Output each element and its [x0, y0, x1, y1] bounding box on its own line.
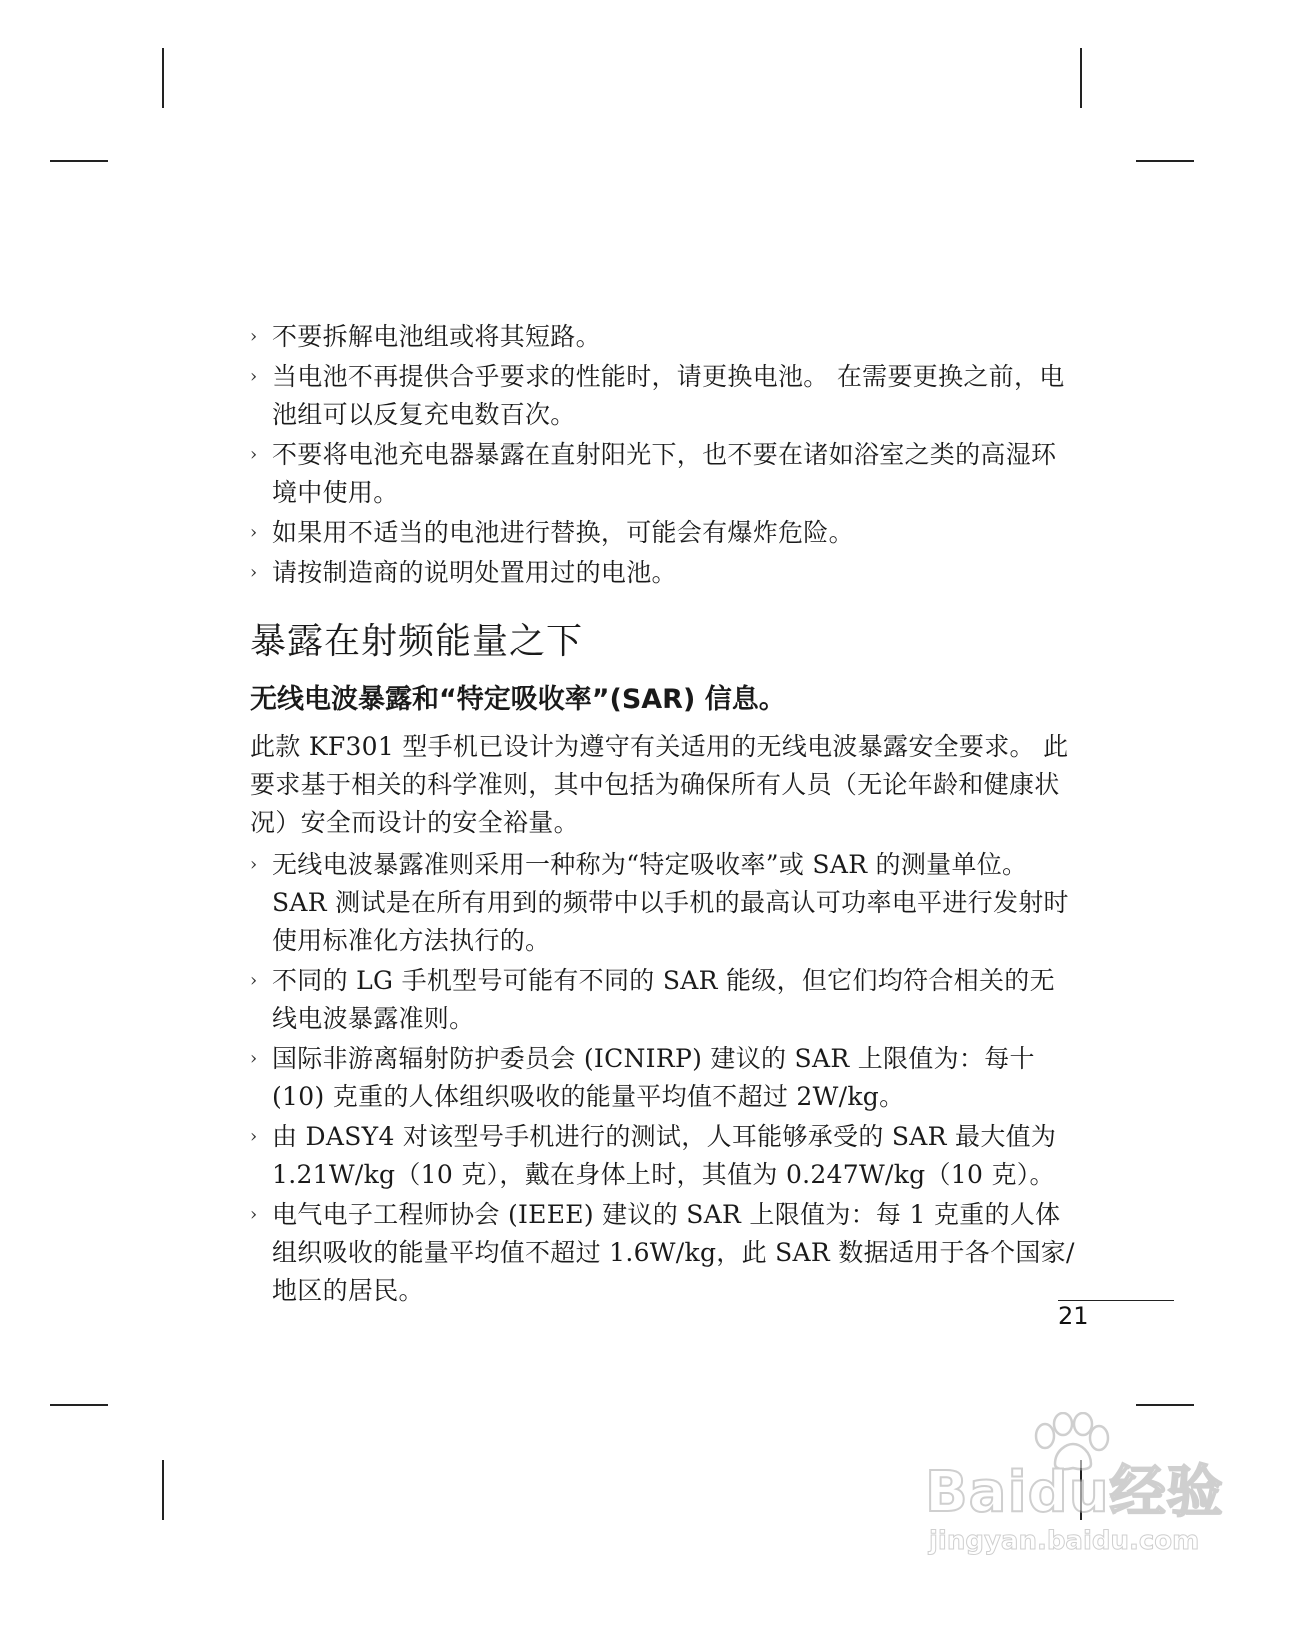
- bullet-marker: ›: [250, 1204, 258, 1225]
- bullet-marker: ›: [250, 970, 258, 991]
- crop-mark-top-right-h: [1136, 160, 1194, 162]
- list-item: › 由 DASY4 对该型号手机进行的测试，人耳能够承受的 SAR 最大值为 1.21W/kg（10 克），戴在身体上时，其值为 0.247W/kg（10 克）。: [250, 1118, 1080, 1194]
- crop-mark-top-right-v: [1080, 48, 1082, 108]
- list-item: › 请按制造商的说明处置用过的电池。: [250, 554, 1080, 592]
- list-item: › 如果用不适当的电池进行替换，可能会有爆炸危险。: [250, 514, 1080, 552]
- crop-mark-top-left-v: [162, 48, 164, 108]
- page-content: [250, 318, 1080, 1312]
- battery-bullet-list: [250, 318, 1080, 592]
- watermark-url: jingyan.baidu.com: [929, 1526, 1200, 1556]
- bullet-marker: ›: [250, 366, 258, 387]
- bullet-marker: ›: [250, 522, 258, 543]
- list-item: › 国际非游离辐射防护委员会 (ICNIRP) 建议的 SAR 上限值为：每十 (10) 克重的人体组织吸收的能量平均值不超过 2W/kg。: [250, 1040, 1080, 1116]
- bullet-marker: ›: [250, 326, 258, 347]
- page-number: 21: [1058, 1302, 1089, 1330]
- list-item: › 不要将电池充电器暴露在直射阳光下，也不要在诸如浴室之类的高湿环境中使用。: [250, 436, 1080, 512]
- crop-mark-top-left-h: [50, 160, 108, 162]
- sar-bullet-list: [250, 846, 1080, 1310]
- list-item: › 不同的 LG 手机型号可能有不同的 SAR 能级，但它们均符合相关的无线电波暴露准则。: [250, 962, 1080, 1038]
- sub-title: 无线电波暴露和“特定吸收率”(SAR) 信息。: [250, 684, 786, 715]
- list-item: › 无线电波暴露准则采用一种称为“特定吸收率”或 SAR 的测量单位。 SAR 测试是在所有用到的频带中以手机的最高认可功率电平进行发射时使用标准化方法执行的。: [250, 846, 1080, 960]
- crop-mark-bottom-right-h: [1136, 1404, 1194, 1406]
- list-item: › 不要拆解电池组或将其短路。: [250, 318, 1080, 356]
- bullet-marker: ›: [250, 1126, 258, 1147]
- list-item: › 电气电子工程师协会 (IEEE) 建议的 SAR 上限值为：每 1 克重的人体组织吸收的能量平均值不超过 1.6W/kg，此 SAR 数据适用于各个国家/地区的居民。: [250, 1196, 1080, 1310]
- crop-mark-bottom-left-v: [162, 1460, 164, 1520]
- bullet-marker: ›: [250, 562, 258, 583]
- crop-mark-bottom-left-h: [50, 1404, 108, 1406]
- intro-paragraph: 此款 KF301 型手机已设计为遵守有关适用的无线电波暴露安全要求。 此要求基于相关的科学准则，其中包括为确保所有人员（无论年龄和健康状况）安全而设计的安全裕量。: [250, 732, 1069, 837]
- watermark-brand: Baidu经验: [925, 1460, 1224, 1525]
- bullet-marker: ›: [250, 1048, 258, 1069]
- list-item: › 当电池不再提供合乎要求的性能时，请更换电池。 在需要更换之前，电池组可以反复充电数百次。: [250, 358, 1080, 434]
- section-title: 暴露在射频能量之下: [250, 621, 584, 662]
- bullet-marker: ›: [250, 444, 258, 465]
- bullet-marker: ›: [250, 854, 258, 875]
- baidu-watermark: [925, 1412, 1225, 1562]
- page-number-rule: [1058, 1300, 1174, 1301]
